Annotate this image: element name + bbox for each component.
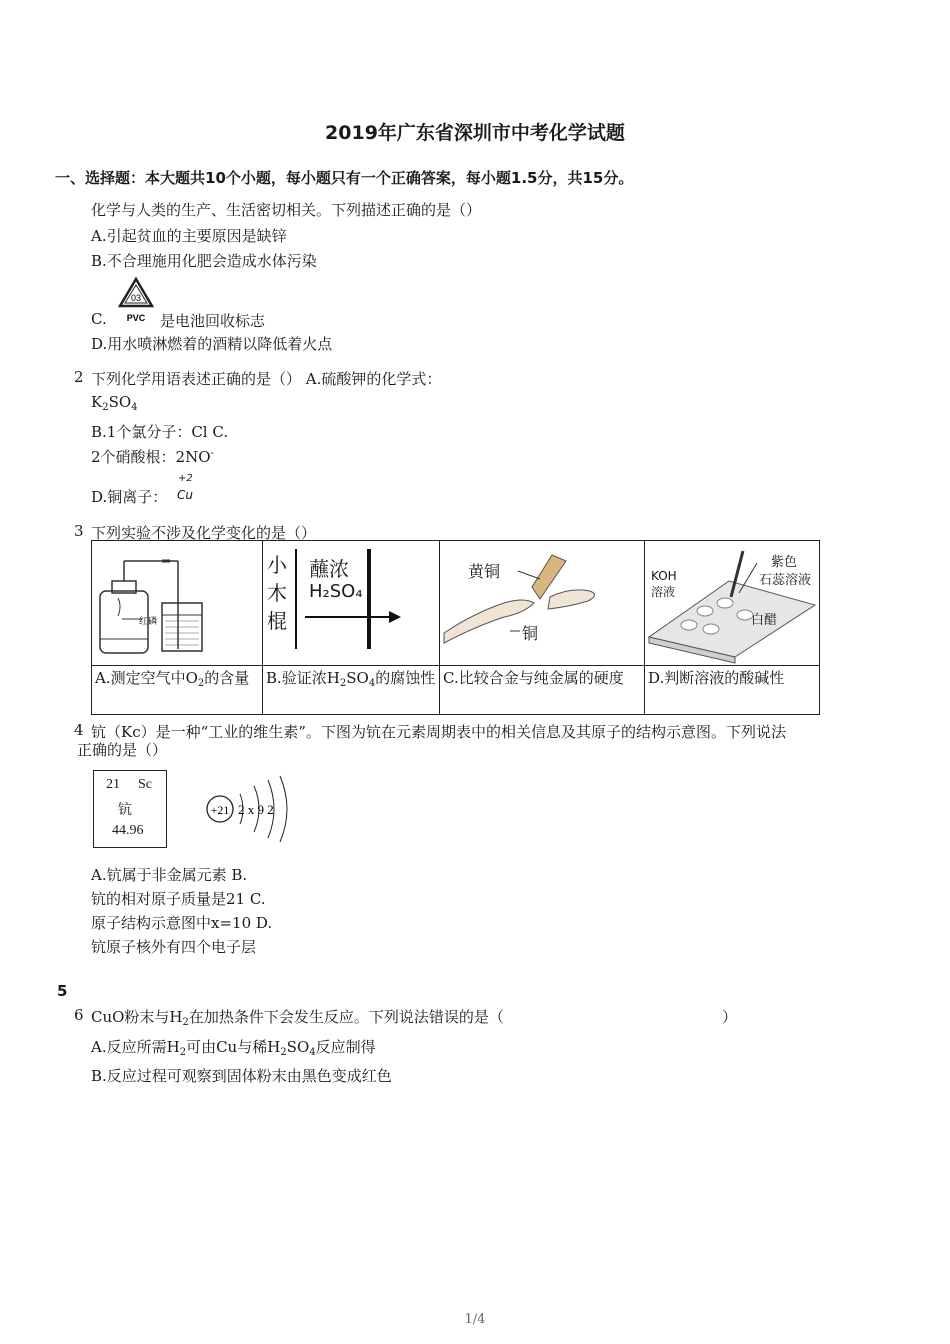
- q2-cu: Cu: [177, 488, 193, 502]
- svg-text:红磷: 红磷: [139, 617, 158, 627]
- q1-option-c: 是电池回收标志: [160, 312, 266, 330]
- q6-option-b: B.反应过程可观察到固体粉末由黑色变成红色: [91, 1067, 392, 1085]
- q2-charge: +2: [178, 473, 193, 484]
- svg-text:+21: +21: [210, 803, 230, 817]
- experiment-b-caption: B.验证浓$H_2SO_4$的腐蚀性: [263, 666, 440, 715]
- page-title: 2019年广东省深圳市中考化学试题: [325, 122, 625, 144]
- q3-number: 3: [74, 522, 84, 540]
- experiment-a-caption: A.测定空气中$O_2$的含量: [92, 666, 263, 715]
- experiment-d-image: KOH 溶液 紫色 石蕊溶液 白醋: [645, 541, 819, 665]
- q4-stem-line1: 钪（Kc）是一种“工业的维生素”。下图为钪在元素周期表中的相关信息及其原子的结构示意图。下列说法: [91, 723, 786, 741]
- experiment-b-image: 小 木 棍 蘸浓 H₂SO₄: [263, 541, 439, 665]
- q4-option-b: 钪的相对原子质量是21 C.: [91, 890, 266, 908]
- q2-stem: 下列化学用语表述正确的是（） A.硫酸钾的化学式：: [91, 370, 442, 388]
- atomic-structure-diagram: [204, 774, 294, 844]
- experiment-d-caption: D.判断溶液的酸碱性: [645, 666, 820, 715]
- q2-number: 2: [74, 368, 84, 386]
- svg-text:2 x 9 2: 2 x 9 2: [238, 802, 274, 817]
- q4-stem-line2: 正确的是（）: [77, 741, 168, 759]
- recycle-pvc-icon: [116, 276, 156, 326]
- q2-option-d: D.铜离子：: [91, 488, 168, 506]
- q4-option-a: A.钪属于非金属元素 B.: [91, 866, 248, 884]
- experiment-c-caption: C.比较合金与纯金属的硬度: [440, 666, 645, 715]
- experiment-c-image: 黄铜 铜: [440, 541, 644, 665]
- q4-option-d: 钪原子核外有四个电子层: [91, 938, 257, 956]
- q6-stem: CuO粉末与$H_2$在加热条件下会发生反应。下列说法错误的是（: [91, 1008, 504, 1028]
- page-number: 1/4: [464, 1312, 486, 1327]
- experiment-table: [91, 540, 820, 715]
- q1-option-b: B.不合理施用化肥会造成水体污染: [91, 252, 317, 270]
- q6-number: 6: [74, 1006, 84, 1024]
- section-heading: 一、选择题：本大题共10个小题，每小题只有一个正确答案，每小题1.5分，共15分。: [55, 169, 634, 187]
- q6-stem-end: ）: [722, 1008, 738, 1026]
- q4-option-c: 原子结构示意图中x=10 D.: [91, 914, 273, 932]
- q2-formula: $K_2SO_4$: [91, 393, 138, 413]
- experiment-a-image: [92, 541, 262, 665]
- q6-option-a: A.反应所需$H_2$可由Cu与稀$H_2SO_4$反应制得: [91, 1038, 376, 1058]
- periodic-element-card: 21 Sc 钪 44.96: [93, 770, 167, 848]
- q1-option-c-prefix: C.: [91, 310, 107, 328]
- svg-text:03: 03: [130, 293, 142, 303]
- svg-text:PVC: PVC: [126, 313, 146, 323]
- q1-stem: 化学与人类的生产、生活密切相关。下列描述正确的是（）: [91, 201, 482, 219]
- q1-option-a: A.引起贫血的主要原因是缺锌: [91, 227, 287, 245]
- q2-option-c: 2个硝酸根：2NO-: [91, 448, 214, 466]
- q1-option-d: D.用水喷淋燃着的酒精以降低着火点: [91, 335, 333, 353]
- q2-option-b: B.1个氯分子：Cl C.: [91, 423, 229, 441]
- q3-stem: 下列实验不涉及化学变化的是（）: [91, 524, 317, 542]
- q5-number: 5: [57, 982, 68, 1000]
- q4-number: 4: [74, 721, 84, 739]
